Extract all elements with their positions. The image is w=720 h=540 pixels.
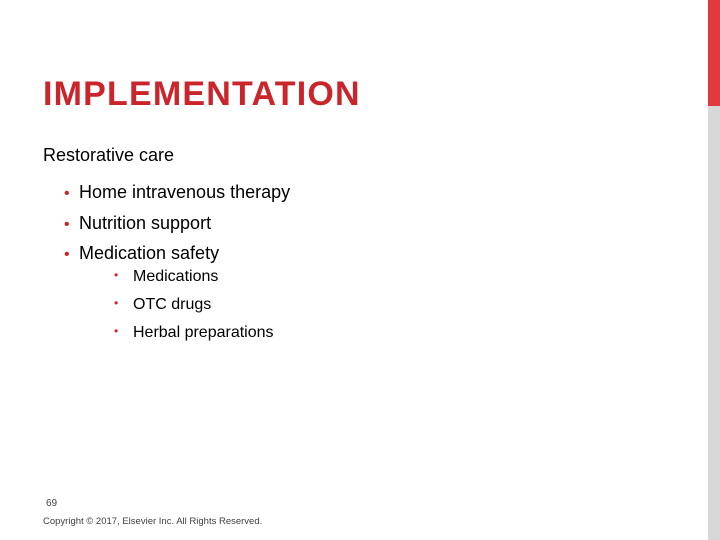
bullet-list: [64, 178, 290, 270]
bullet-text: Nutrition support: [79, 212, 212, 233]
bullet-text: Home intravenous therapy: [79, 182, 291, 202]
sub-bullet-text: Herbal preparations: [133, 324, 274, 341]
sub-bullet-text: OTC drugs: [133, 296, 212, 313]
list-item: [64, 178, 290, 209]
bullet-text: Medication safety: [79, 243, 220, 263]
list-item: [64, 209, 290, 240]
page-number: 69: [46, 498, 58, 509]
bullet-icon: •: [114, 268, 119, 282]
bullet-icon: •: [64, 215, 70, 233]
bullet-icon: •: [64, 185, 70, 202]
list-item: [114, 318, 274, 346]
sub-bullet-text: Medications: [133, 268, 219, 285]
copyright-notice: Copyright © 2017, Elsevier Inc. All Rights Reserved.: [43, 516, 263, 527]
list-item: [114, 290, 274, 318]
side-accent-bar-highlight: [708, 0, 720, 106]
sub-bullet-list: [114, 262, 274, 346]
slide-subheading: Restorative care: [43, 145, 175, 165]
slide-title: IMPLEMENTATION: [43, 75, 361, 113]
bullet-icon: •: [64, 246, 70, 263]
bullet-icon: •: [114, 296, 119, 310]
list-item: [114, 262, 274, 290]
bullet-icon: •: [114, 324, 119, 338]
